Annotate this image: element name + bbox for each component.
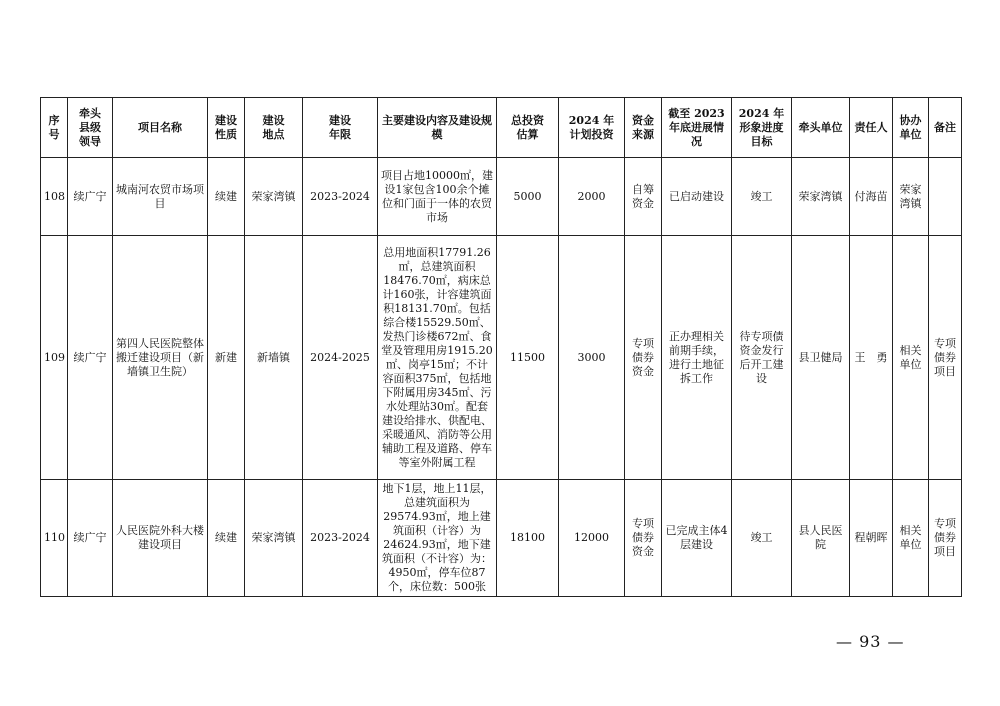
cell-content: 总用地面积17791.26㎡，总建筑面积18476.70㎡，病床总计160张，计容建筑面积18131.70㎡。包括综合楼15529.50㎡、发热门诊楼672㎡、食堂及管理用房1915.20㎡、岗亭15㎡；不计容面积375㎡，包括地下附属用房345㎡、污水处理站30㎡。配套建设给排水、供配电、采暖通风、消防等公用辅助工程及道路、停车等室外附属工程	[378, 236, 497, 480]
cell-person: 程朝晖	[850, 480, 893, 597]
cell-nature: 续建	[208, 480, 245, 597]
project-table	[40, 97, 962, 597]
header-target2024: 2024 年形象进度目标	[732, 98, 792, 158]
cell-content: 地下1层，地上11层，总建筑面积为29574.93㎡，地上建筑面积（计容）为24624.93㎡，地下建筑面积（不计容）为：4950㎡，停车位87个，床位数：500张	[378, 480, 497, 597]
cell-total: 5000	[497, 158, 559, 236]
cell-target2024: 竣工	[732, 480, 792, 597]
cell-fund: 专项债券资金	[625, 236, 662, 480]
cell-location: 新墙镇	[245, 236, 303, 480]
cell-name: 城南河农贸市场项目	[113, 158, 208, 236]
table-row	[41, 236, 962, 480]
cell-name: 第四人民医院整体搬迁建设项目（新墙镇卫生院）	[113, 236, 208, 480]
cell-location: 荣家湾镇	[245, 158, 303, 236]
cell-years: 2024-2025	[303, 236, 378, 480]
cell-assist-unit: 荣家湾镇	[893, 158, 929, 236]
cell-progress2023: 已启动建设	[662, 158, 732, 236]
cell-target2024: 竣工	[732, 158, 792, 236]
cell-person: 付海苗	[850, 158, 893, 236]
header-lead-unit: 牵头单位	[792, 98, 850, 158]
cell-person: 王 勇	[850, 236, 893, 480]
cell-target2024: 待专项债资金发行后开工建设	[732, 236, 792, 480]
cell-nature: 续建	[208, 158, 245, 236]
header-seq: 序号	[41, 98, 68, 158]
header-remark: 备注	[929, 98, 962, 158]
header-location: 建设地点	[245, 98, 303, 158]
cell-seq: 110	[41, 480, 68, 597]
cell-name: 人民医院外科大楼建设项目	[113, 480, 208, 597]
cell-leader: 续广宁	[68, 480, 113, 597]
cell-total: 18100	[497, 480, 559, 597]
cell-location: 荣家湾镇	[245, 480, 303, 597]
header-total: 总投资估算	[497, 98, 559, 158]
header-nature: 建设性质	[208, 98, 245, 158]
table-row	[41, 158, 962, 236]
header-assist-unit: 协办单位	[893, 98, 929, 158]
cell-lead-unit: 县人民医院	[792, 480, 850, 597]
cell-progress2023: 已完成主体4层建设	[662, 480, 732, 597]
table-header-row	[41, 98, 962, 158]
cell-content: 项目占地10000㎡，建设1家包含100余个摊位和门面于一体的农贸市场	[378, 158, 497, 236]
cell-lead-unit: 荣家湾镇	[792, 158, 850, 236]
cell-plan2024: 2000	[559, 158, 625, 236]
cell-seq: 108	[41, 158, 68, 236]
cell-years: 2023-2024	[303, 480, 378, 597]
cell-plan2024: 12000	[559, 480, 625, 597]
header-content: 主要建设内容及建设规模	[378, 98, 497, 158]
cell-seq: 109	[41, 236, 68, 480]
cell-fund: 专项债券资金	[625, 480, 662, 597]
cell-progress2023: 正办理相关前期手续，进行土地征拆工作	[662, 236, 732, 480]
cell-leader: 续广宁	[68, 236, 113, 480]
cell-remark: 专项债券项目	[929, 480, 962, 597]
header-years: 建设年限	[303, 98, 378, 158]
header-fund: 资金来源	[625, 98, 662, 158]
cell-total: 11500	[497, 236, 559, 480]
cell-assist-unit: 相关单位	[893, 480, 929, 597]
cell-lead-unit: 县卫健局	[792, 236, 850, 480]
page-number: — 93 —	[836, 632, 905, 651]
cell-years: 2023-2024	[303, 158, 378, 236]
cell-assist-unit: 相关单位	[893, 236, 929, 480]
table-row	[41, 480, 962, 597]
cell-remark	[929, 158, 962, 236]
cell-remark: 专项债券项目	[929, 236, 962, 480]
cell-fund: 自筹资金	[625, 158, 662, 236]
header-person: 责任人	[850, 98, 893, 158]
cell-plan2024: 3000	[559, 236, 625, 480]
cell-leader: 续广宁	[68, 158, 113, 236]
cell-nature: 新建	[208, 236, 245, 480]
header-progress2023: 截至 2023 年底进展情况	[662, 98, 732, 158]
header-name: 项目名称	[113, 98, 208, 158]
header-plan2024: 2024 年计划投资	[559, 98, 625, 158]
header-leader: 牵头县级领导	[68, 98, 113, 158]
